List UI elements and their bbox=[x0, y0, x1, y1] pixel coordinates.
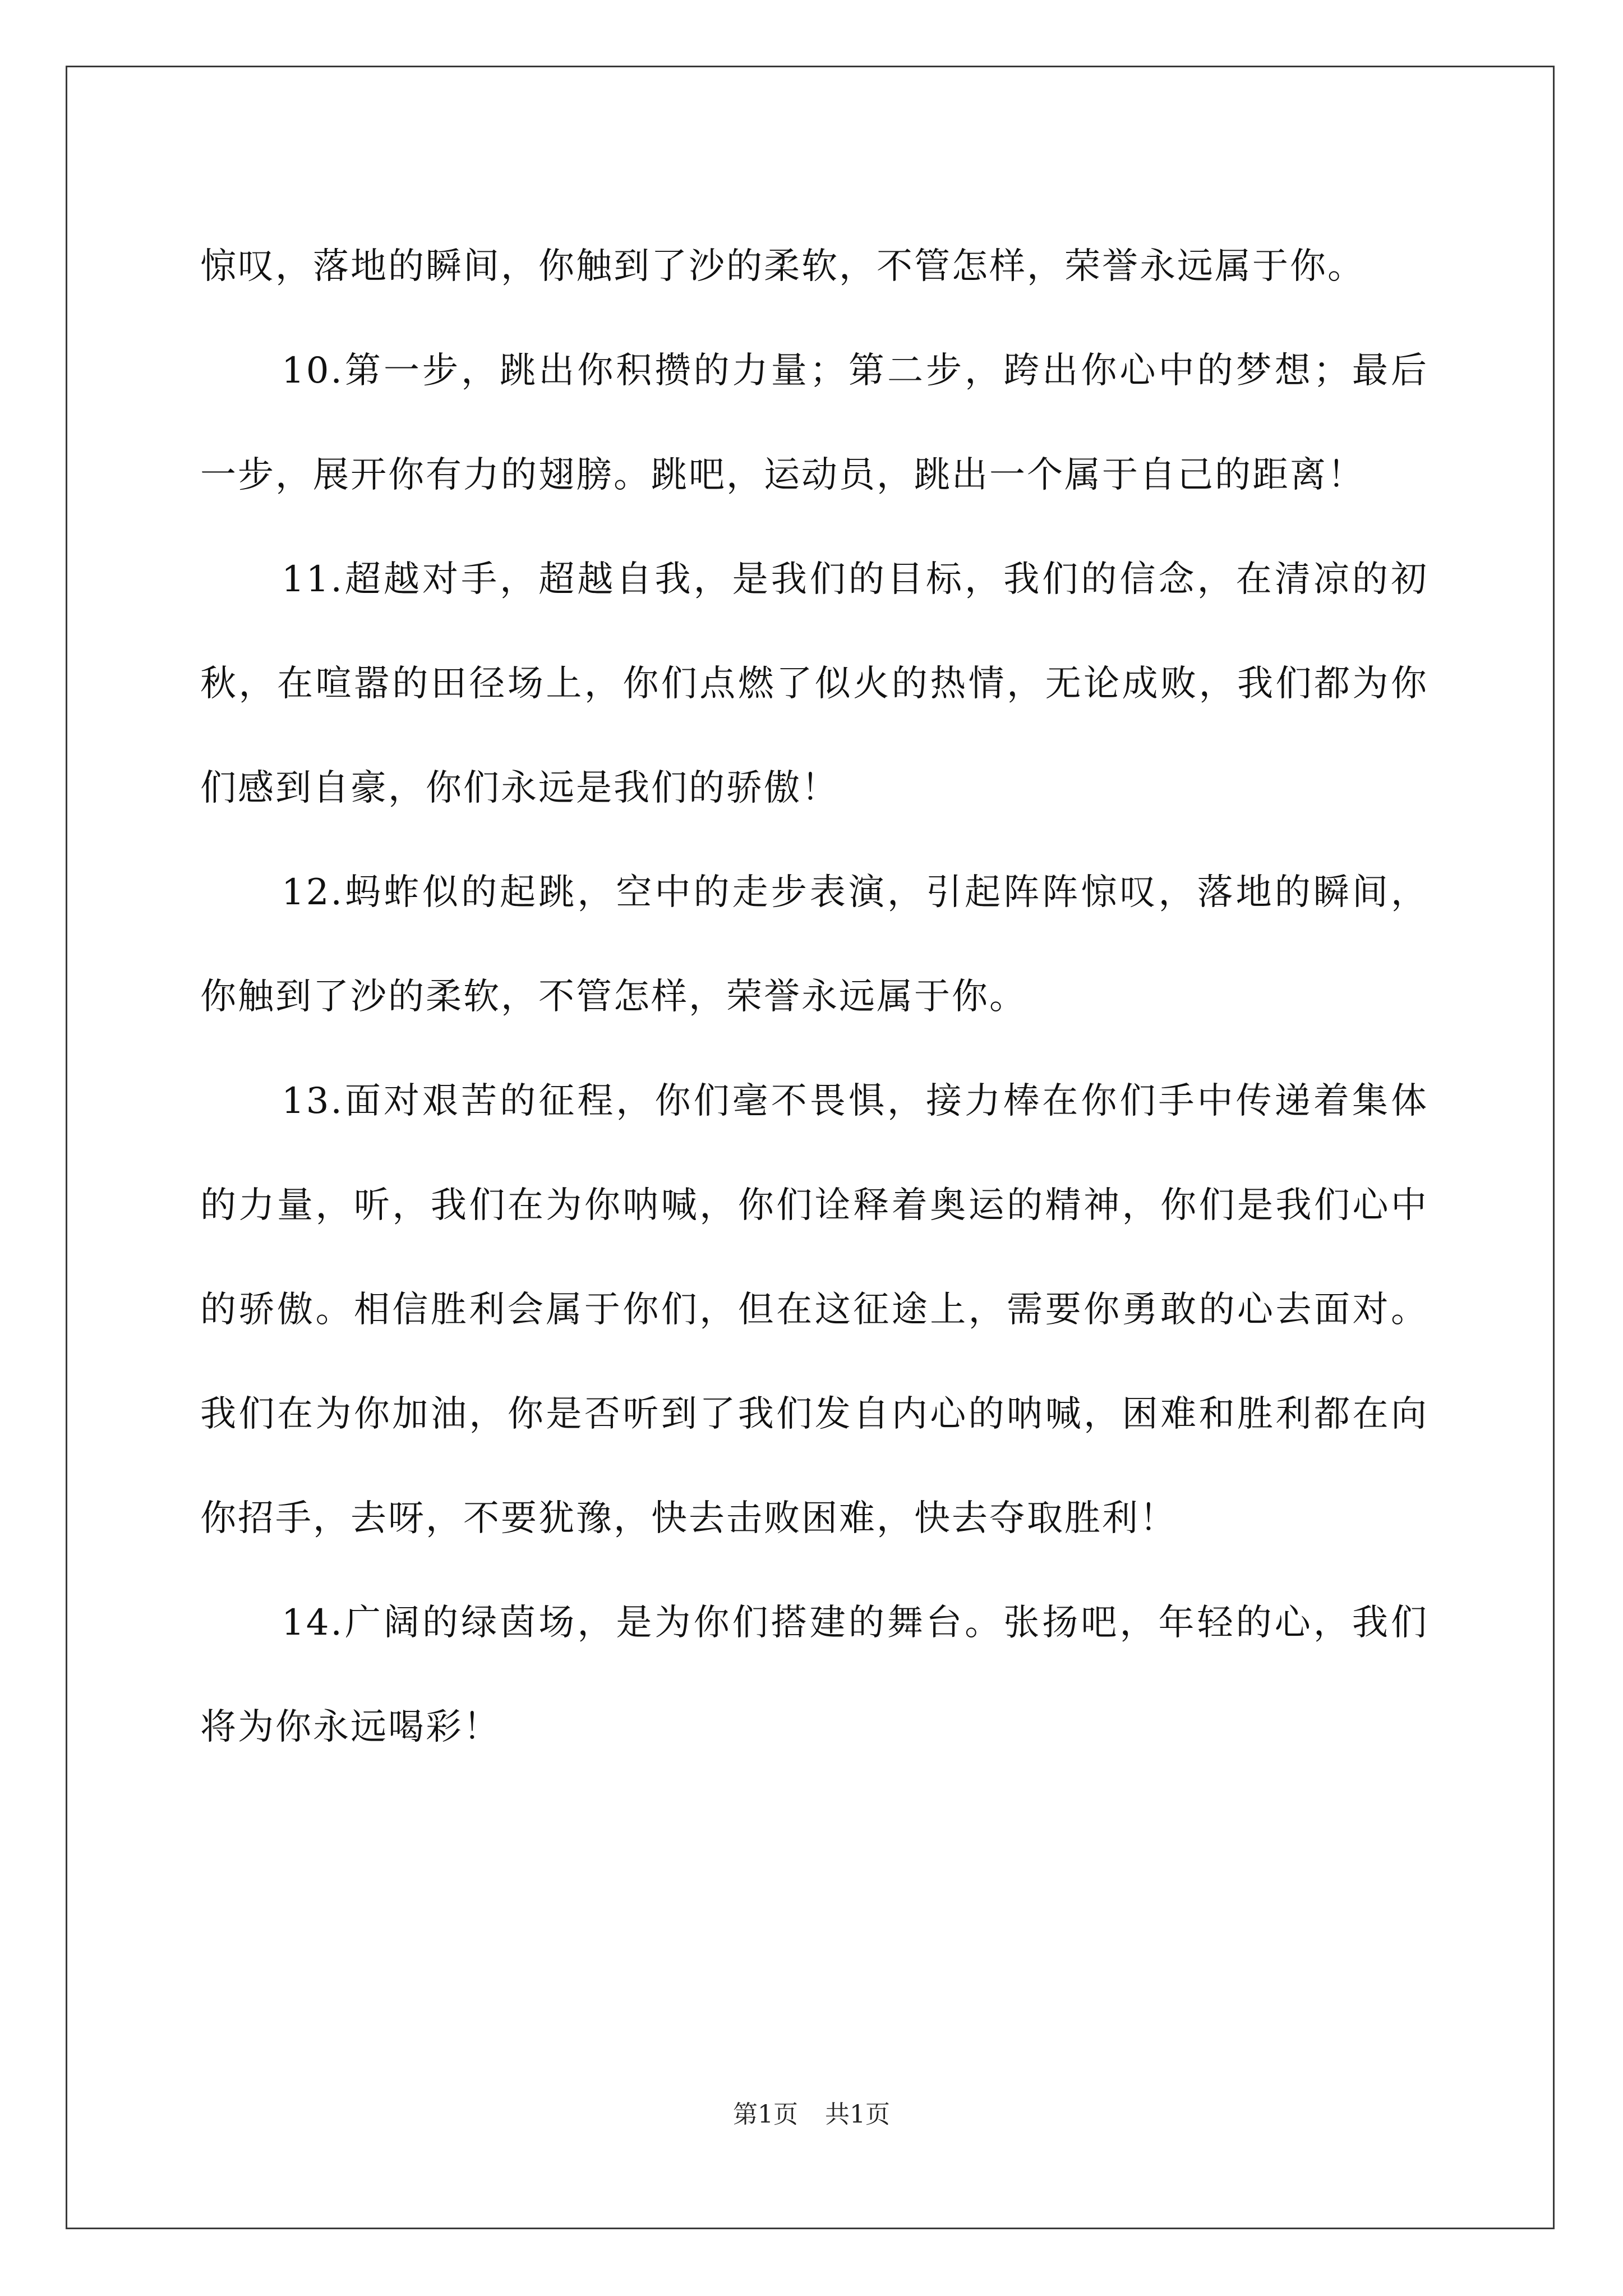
page-footer bbox=[0, 2098, 1623, 2132]
document-body bbox=[200, 214, 1428, 1779]
paragraph-continued: 惊叹，落地的瞬间，你触到了沙的柔软，不管怎样，荣誉永远属于你。 bbox=[200, 246, 1365, 287]
paragraph-13: 13.面对艰苦的征程，你们毫不畏惧，接力棒在你们手中传递着集体的力量，听，我们在为你呐喊，你们诠释着奥运的精神，你们是我们心中的骄傲。相信胜利会属于你们，但在这征途上，需要你勇敢的心去面对。我们在为你加油，你是否听到了我们发自内心的呐喊，困难和胜利都在向你招手，去呀，不要犹豫，快去击败困难，快去夺取胜利！ bbox=[200, 1080, 1428, 1539]
page-total: 共1页 bbox=[825, 2100, 890, 2129]
paragraph-11: 11.超越对手，超越自我，是我们的目标，我们的信念，在清凉的初秋，在喧嚣的田径场上，你们点燃了似火的热情，无论成败，我们都为你们感到自豪，你们永远是我们的骄傲！ bbox=[200, 559, 1428, 809]
paragraph-12: 12.蚂蚱似的起跳，空中的走步表演，引起阵阵惊叹，落地的瞬间，你触到了沙的柔软，不管怎样，荣誉永远属于你。 bbox=[200, 872, 1428, 1018]
paragraph-14: 14.广阔的绿茵场，是为你们搭建的舞台。张扬吧，年轻的心，我们将为你永远喝彩！ bbox=[200, 1602, 1428, 1748]
page-number: 第1页 bbox=[733, 2100, 798, 2129]
paragraph-10: 10.第一步，跳出你积攒的力量；第二步，跨出你心中的梦想；最后一步，展开你有力的翅膀。跳吧，运动员，跳出一个属于自己的距离！ bbox=[200, 350, 1428, 496]
